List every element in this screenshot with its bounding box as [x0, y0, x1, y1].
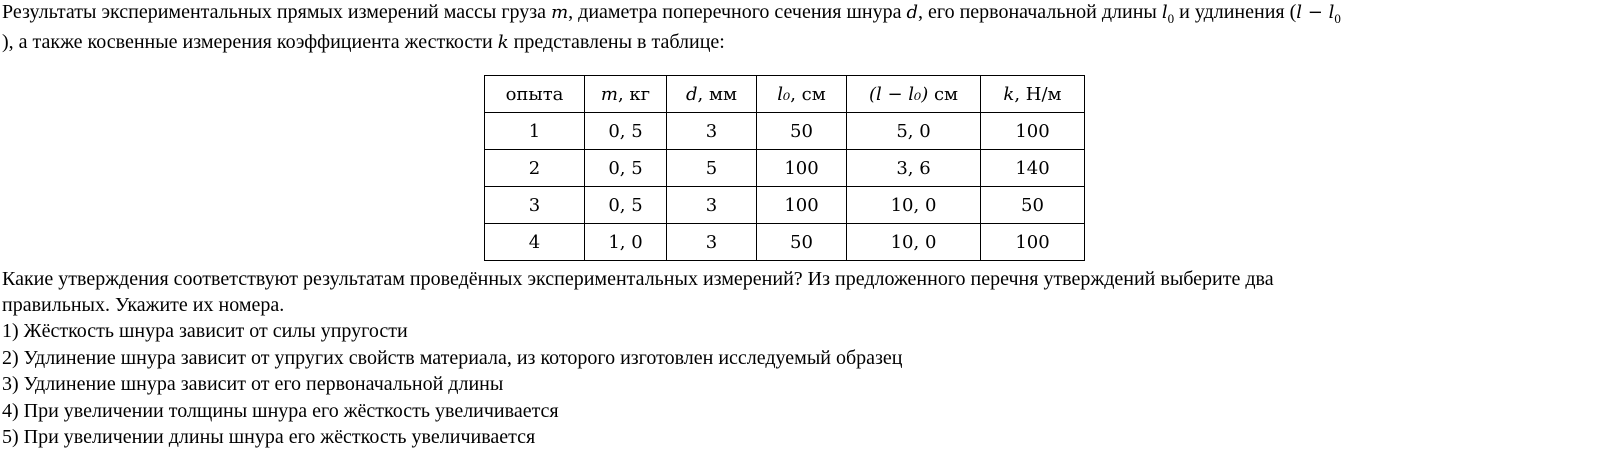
subscript: 0	[1167, 11, 1175, 26]
table-header-cell	[485, 76, 585, 113]
header-unit: см	[928, 83, 959, 105]
question-line-2: правильных. Укажите их номера.	[2, 294, 285, 316]
math-k: k	[497, 32, 509, 53]
table-cell: 1, 0	[585, 224, 667, 261]
table-cell: 140	[981, 150, 1085, 187]
text: и удлинения (	[1174, 1, 1297, 23]
answer-option: 3) Удлинение шнура зависит от его первоначальной длины	[2, 373, 504, 395]
answer-option: 1) Жёсткость шнура зависит от силы упругости	[2, 320, 408, 342]
header-symbol: m	[600, 83, 618, 105]
table-cell: 2	[485, 150, 585, 187]
text: Результаты экспериментальных прямых измерений массы груза	[2, 1, 552, 23]
table-cell: 10, 0	[847, 187, 981, 224]
table-cell: 50	[757, 113, 847, 150]
subscript: 0	[1334, 11, 1341, 26]
question-line-1: Какие утверждения соответствуют результатам проведённых экспериментальных измерений? Из предложенного перечня утверждений выберите два	[2, 268, 1274, 290]
math-m: m	[551, 2, 569, 23]
answer-option: 2) Удлинение шнура зависит от упругих свойств материала, из которого изготовлен исследуемый образец	[2, 346, 903, 369]
table-header-cell	[757, 76, 847, 113]
table-cell: 1	[485, 113, 585, 150]
header-unit: , Н/м	[1014, 83, 1062, 105]
table-cell: 100	[757, 150, 847, 187]
math-d: d	[906, 2, 918, 23]
header-symbol: (l − l₀)	[868, 83, 929, 105]
answer-option: 4) При увеличении толщины шнура его жёсткость увеличивается	[2, 399, 559, 422]
measurements-table	[484, 75, 1085, 261]
text: ), а также косвенные измерения коэффициента жесткости	[2, 31, 498, 53]
table-row	[485, 150, 1085, 187]
table-cell: 0, 5	[585, 113, 667, 150]
table-cell: 100	[981, 113, 1085, 150]
table-header-cell	[585, 76, 667, 113]
table-cell: 50	[757, 224, 847, 261]
header-unit: , кг	[617, 83, 651, 105]
table-header-cell	[667, 76, 757, 113]
table-cell: 5, 0	[847, 113, 981, 150]
table-row	[485, 113, 1085, 150]
math-l-minus: l − l	[1296, 2, 1335, 23]
table-header-row	[485, 76, 1085, 113]
header-symbol: d	[686, 83, 698, 105]
math-l: l	[1161, 2, 1168, 23]
table-cell: 100	[757, 187, 847, 224]
intro-line-2	[2, 29, 725, 56]
table-cell: 10, 0	[847, 224, 981, 261]
header-symbol: l₀	[777, 83, 791, 105]
table-cell: 3, 6	[847, 150, 981, 187]
table-cell: 5	[667, 150, 757, 187]
table-cell: 3	[485, 187, 585, 224]
table-cell: 3	[667, 113, 757, 150]
text: представлены в таблице:	[508, 31, 725, 53]
table-header-cell	[981, 76, 1085, 113]
table-row	[485, 224, 1085, 261]
text: , его первоначальной длины	[917, 1, 1162, 23]
table-row	[485, 187, 1085, 224]
table-cell: 3	[667, 224, 757, 261]
table-cell: 50	[981, 187, 1085, 224]
table-cell: 3	[667, 187, 757, 224]
header-unit: , мм	[697, 83, 737, 105]
table-cell: 100	[981, 224, 1085, 261]
header-unit: , см	[790, 83, 826, 105]
answer-option: 5) При увеличении длины шнура его жёсткость увеличивается	[2, 426, 536, 448]
table-header-cell	[847, 76, 981, 113]
intro-line-1	[2, 0, 1341, 32]
table-cell: 0, 5	[585, 187, 667, 224]
table-cell: 4	[485, 224, 585, 261]
header-symbol: опыта	[505, 83, 564, 105]
text: , диаметра поперечного сечения шнура	[568, 1, 907, 23]
header-symbol: k	[1003, 83, 1015, 105]
table-cell: 0, 5	[585, 150, 667, 187]
